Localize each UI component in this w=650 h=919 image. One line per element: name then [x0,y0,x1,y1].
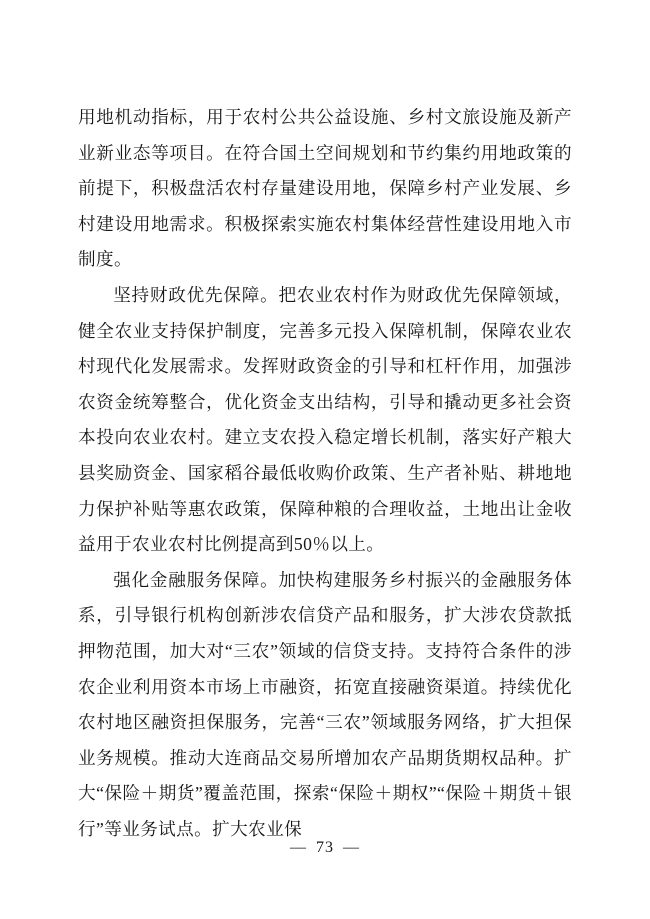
page-number: 73 [316,839,334,856]
paragraph-3: 强化金融服务保障。加快构建服务乡村振兴的金融服务体系，引导银行机构创新涉农信贷产品和服务，扩大涉农贷款抵押物范围，加大对“三农”领域的信贷支持。支持符合条件的涉农企业利用资本市场上市融资，拓宽直接融资渠道。持续优化农村地区融资担保服务，完善“三农”领域服务网络，扩大担保业务规模。推动大连商品交易所增加农产品期货期权品种。扩大“保险＋期货”覆盖范围，探索“保险＋期权”“保险＋期货＋银行”等业务试点。扩大农业保 [78,569,572,839]
footer-dash-left: — [290,839,307,856]
page-footer [0,839,650,857]
paragraph-2: 坚持财政优先保障。把农业农村作为财政优先保障领域，健全农业支持保护制度，完善多元投入保障机制，保障农业农村现代化发展需求。发挥财政资金的引导和杠杆作用，加强涉农资金统筹整合，优化资金支出结构，引导和撬动更多社会资本投向农业农村。建立支农投入稳定增长机制，落实好产粮大县奖励资金、国家稻谷最低收购价政策、生产者补贴、耕地地力保护补贴等惠农政策，保障种粮的合理收益，土地出让金收益用于农业农村比例提高到50％以上。 [78,284,572,555]
paragraph-1: 用地机动指标，用于农村公共公益设施、乡村文旅设施及新产业新业态等项目。在符合国土空间规划和节约集约用地政策的前提下，积极盘活农村存量建设用地，保障乡村产业发展、乡村建设用地需求。积极探索实施农村集体经营性建设用地入市制度。 [78,107,572,270]
footer-dash-right: — [343,839,360,856]
page-body [78,100,572,847]
